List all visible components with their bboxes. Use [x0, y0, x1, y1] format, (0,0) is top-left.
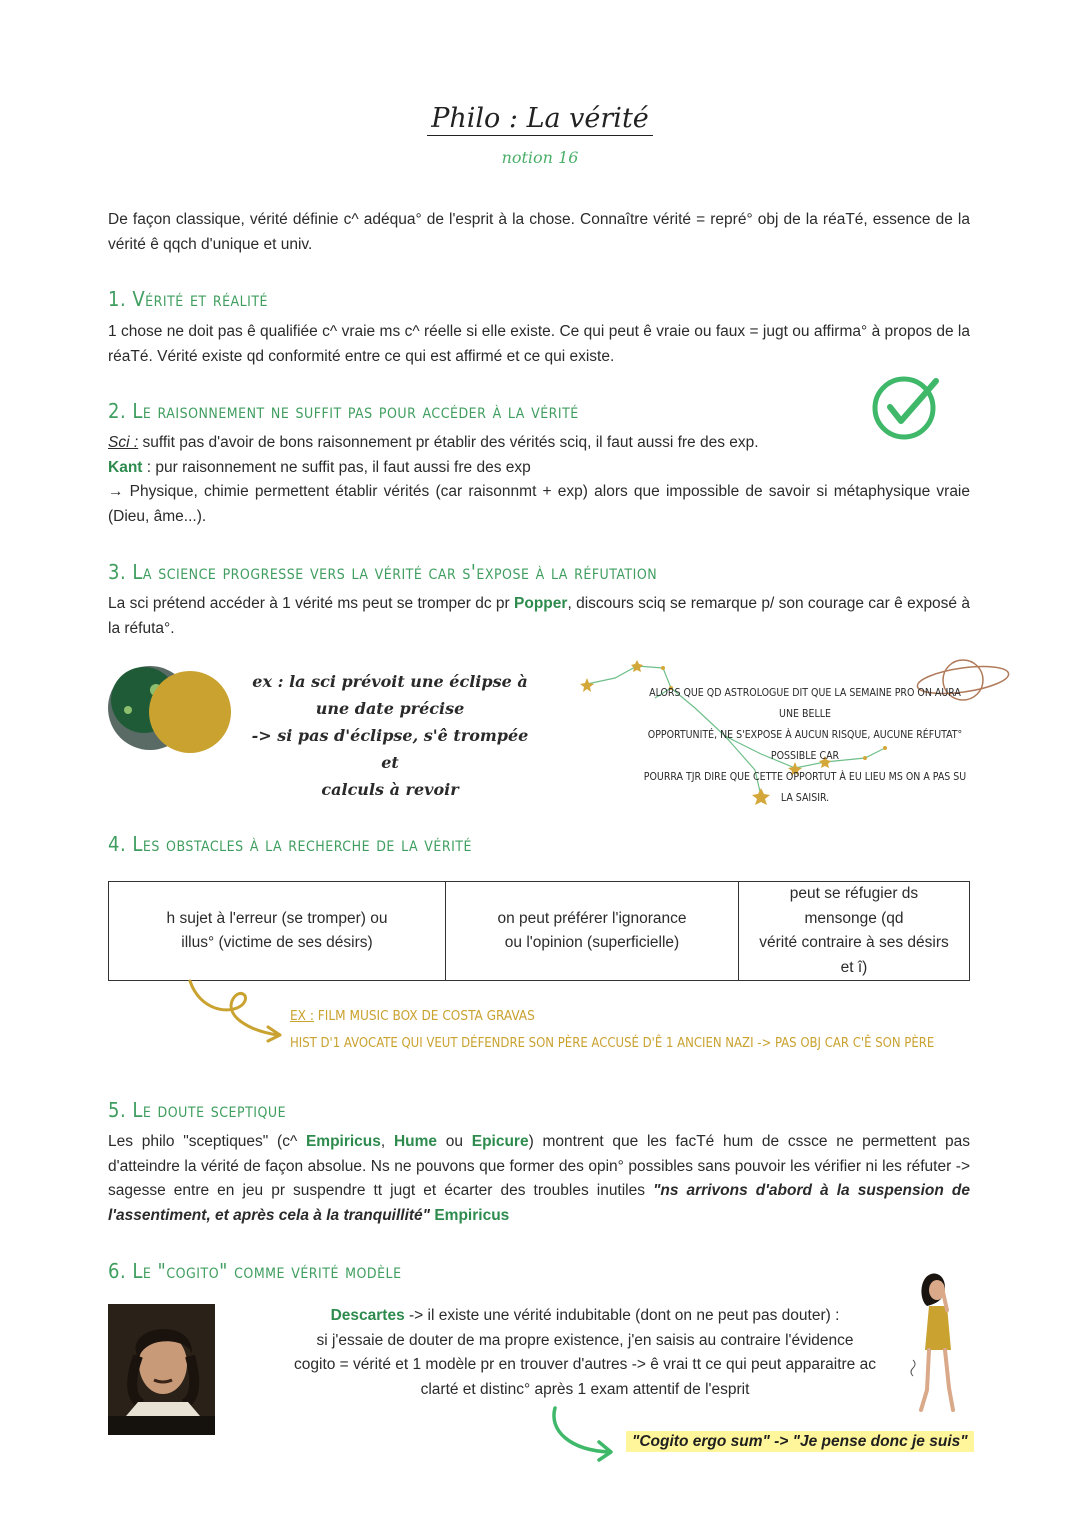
section-2-sci: Sci : suffit pas d'avoir de bons raisonnement pr établir des vérités sciq, il faut aussi fre des exp.: [108, 434, 759, 451]
cogito-quote: "Cogito ergo sum" -> "Je pense donc je suis": [626, 1433, 974, 1451]
green-arrow-icon: [545, 1404, 620, 1464]
astrology-text: ALORS QUE QD ASTROLOGUE DIT QUE LA SEMAINE PRO ON AURA UNE BELLE OPPORTUNITÉ, NE S'EXPOSE À AUCUN RISQUE, AUCUNE RÉFUTAT° POSSIBLE CAR POURRA TJR DIRE QUE CETTE OPPORTUT À EU LIEU MS ON A PAS SU LA SAISIR.: [643, 687, 967, 804]
section-1-heading: 1. Vérité et réalité: [108, 287, 269, 311]
section-3-text: La sci prétend accéder à 1 vérité ms peut se tromper dc pr Popper, discours sciq se remarque p/ son courage car ê exposé à la réfuta°.: [108, 595, 970, 637]
table-row: [109, 882, 970, 981]
popper-name: Popper: [514, 595, 568, 612]
section-3-heading: 3. La science progresse vers la vérité car s'expose à la réfutation: [108, 560, 658, 584]
kant-label: Kant: [108, 459, 143, 476]
eclipse-example: ex : la sci prévoit une éclipse à une date précise -> si pas d'éclipse, s'ê trompée et calculs à revoir: [251, 672, 529, 799]
section-2-kant: Kant : pur raisonnement ne suffit pas, il faut aussi fre des exp: [108, 459, 531, 476]
section-4-heading: 4. Les obstacles à la recherche de la vérité: [108, 832, 472, 856]
eclipse-icon: [104, 664, 234, 754]
section-6-heading: 6. Le "cogito" comme vérité modèle: [108, 1259, 402, 1283]
obstacle-cell-2: on peut préférer l'ignorance ou l'opinion (superficielle): [446, 882, 739, 981]
section-1-text: 1 chose ne doit pas ê qualifiée c^ vraie ms c^ réelle si elle existe. Ce qui peut ê vraie ou faux = jugt ou affirma° à propos de la réaTé. Vérité existe qd conformité entre ce qui est affirmé et ce qui existe.: [108, 323, 970, 365]
section-5-text: Les philo "sceptiques" (c^ Empiricus, Hume ou Epicure) montrent que les facTé hum de cssce ne permettent pas d'atteindre la vérité de façon absolue. Ns ne pouvons que former des opin° possibles sans pouvoir les vérifier ni les réfuter -> sagesse entre en jeu pr suspendre tt jugt et écarter des troubles inutiles "ns arrivons d'abord à la suspension de l'assentiment, et après cela à la tranquillité" Empiricus: [108, 1133, 970, 1224]
obstacle-cell-1: h sujet à l'erreur (se tromper) ou illus° (victime de ses désirs): [109, 882, 446, 981]
intro-paragraph: De façon classique, vérité définie c^ adéqua° de l'esprit à la chose. Connaître vérité = repré° obj de la réaTé, essence de la vérité ê qqch d'unique et univ.: [108, 211, 970, 253]
obstacle-cell-3: peut se réfugier ds mensonge (qd vérité contraire à ses désirs et î): [739, 882, 970, 981]
thinking-woman-illustration: [905, 1270, 975, 1420]
obstacles-table: [108, 881, 970, 981]
checkmark-icon: [870, 375, 942, 441]
section-6-text: Descartes -> il existe une vérité indubitable (dont on ne peut pas douter) : si j'essaie de douter de ma propre existence, j'en saisis au contraire l'évidence cogito = vérité et 1 modèle pr en trouver d'autres -> ê vrai tt ce qui peut apparaitre ac clarté et distinc° après 1 exam attentif de l'esprit: [294, 1307, 876, 1398]
page-title: Philo : La vérité: [0, 103, 1080, 134]
curly-arrow-icon: [180, 975, 290, 1045]
section-5-heading: 5. Le doute sceptique: [108, 1098, 287, 1122]
section-2-arrow-text: → Physique, chimie permettent établir vérités (car raisonnmt + exp) alors que impossible de savoir si métaphysique vraie (Dieu, âme...).: [108, 483, 970, 525]
descartes-portrait: [108, 1304, 215, 1435]
sci-label: Sci :: [108, 434, 139, 451]
page-subtitle: notion 16: [501, 148, 579, 167]
section-2-heading: 2. Le raisonnement ne suffit pas pour accéder à la vérité: [108, 399, 579, 423]
film-example-note: EX : FILM MUSIC BOX DE COSTA GRAVAS HIST D'1 AVOCATE QUI VEUT DÉFENDRE SON PÈRE ACCUSÉ D'Ê 1 ANCIEN NAZI -> PAS OBJ CAR C'Ê SON PÈRE: [290, 1008, 935, 1051]
descartes-name: Descartes: [330, 1307, 405, 1324]
sceptic-quote: "ns arrivons d'abord à la suspension de l'assentiment, et après cela à la tranquillité": [108, 1182, 970, 1224]
